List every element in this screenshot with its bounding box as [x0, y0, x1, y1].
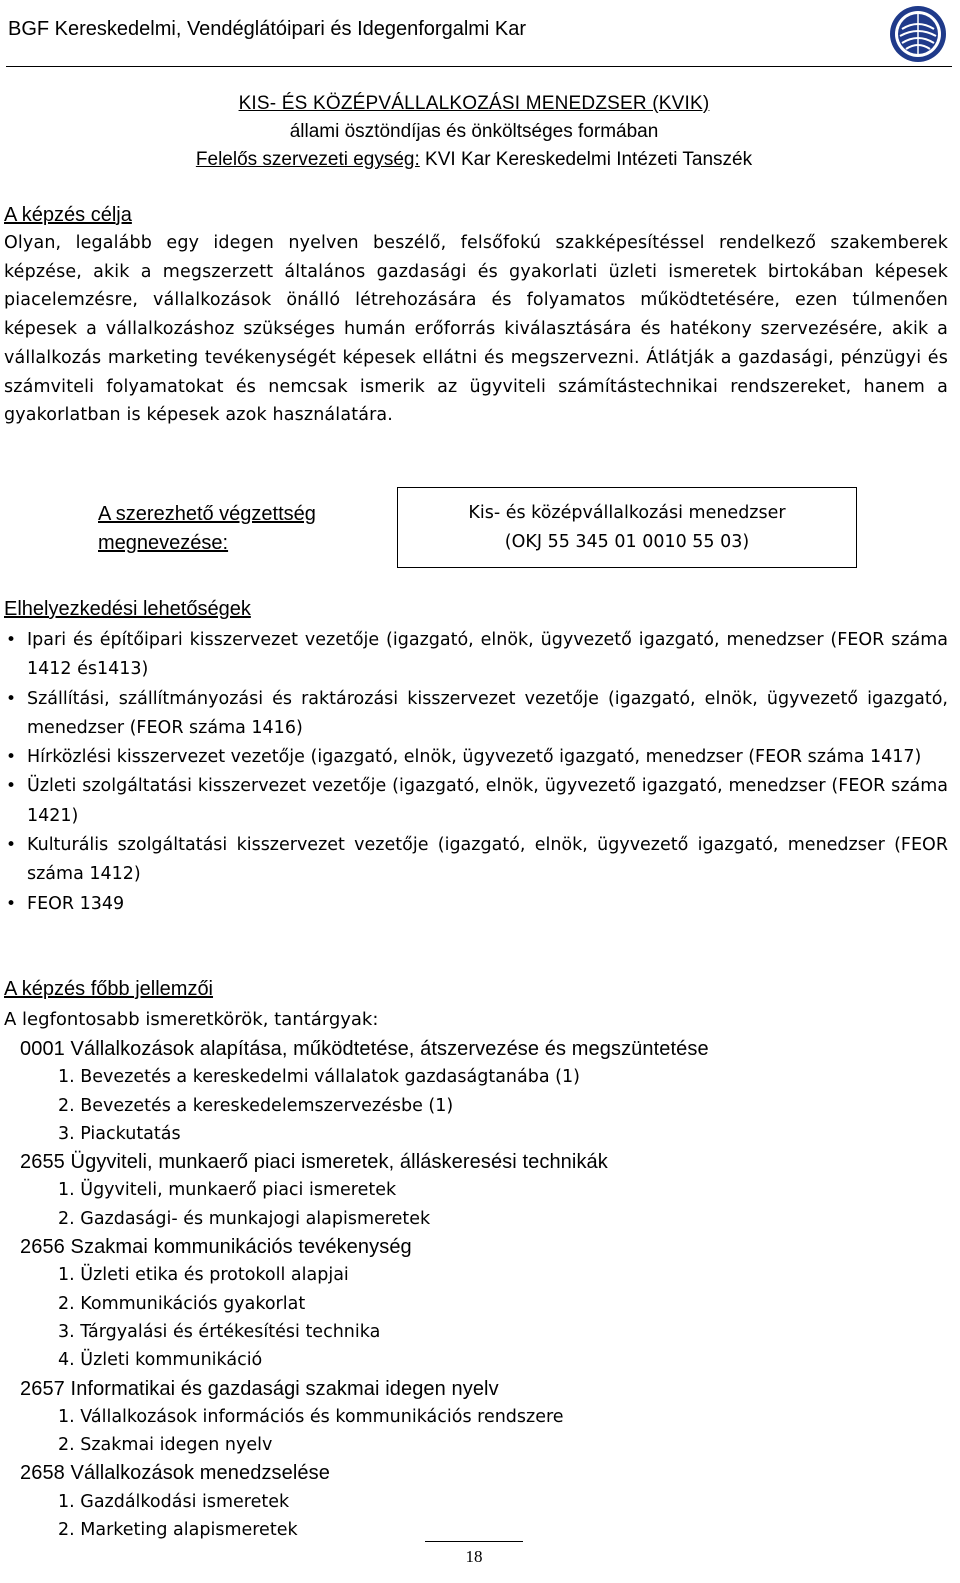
features-heading: A képzés főbb jellemzői — [4, 978, 214, 1000]
degree-value-box — [397, 487, 857, 568]
bullet-icon: • — [6, 776, 17, 797]
module-title: 2656 Szakmai kommunikációs tevékenység — [20, 1236, 412, 1259]
module-title: 2658 Vállalkozások menedzselése — [20, 1462, 330, 1485]
module-title: 2655 Ügyviteli, munkaerő piaci ismeretek, álláskeresési technikák — [20, 1151, 608, 1174]
job-item-text: Hírközlési kisszervezet vezetője (igazgató, elnök, ügyvezető igazgató, menedzser (FEOR száma 1417) — [27, 747, 922, 768]
job-item-text: Ipari és építőipari kisszervezet vezetője (igazgató, elnök, ügyvezető igazgató, menedzser (FEOR száma 1412 és1413) — [27, 630, 948, 680]
page-number: 18 — [465, 1547, 483, 1566]
course-item: 1. Üzleti etika és protokoll alapjai — [58, 1265, 349, 1286]
course-item: 1. Gazdálkodási ismeretek — [58, 1491, 290, 1512]
program-title: KIS- ÉS KÖZÉPVÁLLALKOZÁSI MENEDZSER (KVIK) — [238, 93, 710, 114]
header-title: BGF Kereskedelmi, Vendéglátóipari és Idegenforgalmi Kar — [8, 18, 527, 40]
course-item: 2. Szakmai idegen nyelv — [58, 1435, 273, 1456]
degree-value-line2: (OKJ 55 345 01 0010 55 03) — [504, 532, 750, 552]
header-divider — [6, 66, 952, 67]
page-header — [0, 0, 960, 66]
job-item — [0, 685, 948, 744]
bullet-icon: • — [6, 893, 17, 914]
job-item-text: Szállítási, szállítmányozási és raktározási kisszervezet vezetője (igazgató, elnök, ügyvezető igazgató, menedzser (FEOR száma 1416) — [27, 688, 948, 738]
bullet-icon: • — [6, 688, 17, 709]
job-item — [0, 626, 948, 685]
course-item: 4. Üzleti kommunikáció — [58, 1350, 263, 1371]
course-modules — [0, 1035, 948, 1544]
job-item-text: Kulturális szolgáltatási kisszervezet vezetője (igazgató, elnök, ügyvezető igazgató, menedzser (FEOR száma 1412) — [27, 835, 948, 885]
course-item: 2. Marketing alapismeretek — [58, 1520, 298, 1541]
course-item: 1. Bevezetés a kereskedelmi vállalatok gazdaságtanába (1) — [58, 1067, 580, 1088]
module-title: 0001 Vállalkozások alapítása, működtetése, átszervezése és megszüntetése — [20, 1038, 709, 1060]
course-item: 2. Kommunikációs gyakorlat — [58, 1293, 306, 1314]
goal-paragraph: Olyan, legalább egy idegen nyelven beszélő, felsőfokú szakképesítéssel rendelkező szakemberek képzése, akik a megszerzett általános gazdasági és gyakorlati üzleti ismeretek birtokában képesek piacelemzésre, vállalkozások önálló létrehozására és folyamatos működtetésére, ezen túlmenően képesek a vállalkozáshoz szükséges humán erőforrás kiválasztására és hatékony szervezésére, akik a vállalkozás marketing tevékenységét képesek ellátni és megszervezni. Átlátják a gazdasági, pénzügyi és számviteli folyamatokat és nemcsak ismerik az ügyviteli számítástechnikai rendszereket, hanem a gyakorlatban is képesek azok használatára. — [4, 233, 948, 426]
job-item-text: Üzleti szolgáltatási kisszervezet vezetője (igazgató, elnök, ügyvezető igazgató, menedzser (FEOR száma 1421) — [27, 776, 948, 826]
responsible-unit-value: KVI Kar Kereskedelmi Intézeti Tanszék — [419, 149, 753, 170]
course-item: 3. Tárgyalási és értékesítési technika — [58, 1321, 381, 1342]
footer-divider — [425, 1541, 523, 1542]
responsible-unit — [0, 149, 948, 171]
goal-heading: A képzés célja — [4, 204, 132, 226]
jobs-list — [0, 626, 948, 919]
course-item: 1. Ügyviteli, munkaerő piaci ismeretek — [58, 1180, 397, 1201]
bullet-icon: • — [6, 747, 17, 768]
features-intro: A legfontosabb ismeretkörök, tantárgyak: — [4, 1009, 379, 1030]
course-item: 3. Piackutatás — [58, 1123, 181, 1144]
job-item — [0, 890, 948, 919]
module-title: 2657 Informatikai és gazdasági szakmai idegen nyelv — [20, 1377, 499, 1400]
course-item: 2. Gazdasági- és munkajogi alapismeretek — [58, 1208, 431, 1229]
job-item — [0, 772, 948, 831]
degree-label — [98, 500, 316, 558]
job-item-text: FEOR 1349 — [27, 893, 125, 914]
course-item: 2. Bevezetés a kereskedelemszervezésbe (1) — [58, 1095, 454, 1116]
degree-value-line1: Kis- és középvállalkozási menedzser — [468, 503, 786, 523]
course-item: 1. Vállalkozások információs és kommunikációs rendszere — [58, 1406, 564, 1427]
jobs-heading: Elhelyezkedési lehetőségek — [4, 598, 251, 620]
bgf-globe-logo-icon — [888, 4, 948, 64]
bullet-icon: • — [6, 630, 17, 650]
job-item — [0, 743, 948, 772]
degree-label-line2: megnevezése: — [98, 532, 229, 554]
bullet-icon: • — [6, 835, 17, 856]
degree-label-line1: A szerezhető végzettség — [98, 503, 316, 525]
program-subtitle: állami ösztöndíjas és önköltséges formában — [289, 121, 659, 142]
responsible-unit-label: Felelős szervezeti egység: — [195, 149, 420, 170]
job-item — [0, 831, 948, 890]
